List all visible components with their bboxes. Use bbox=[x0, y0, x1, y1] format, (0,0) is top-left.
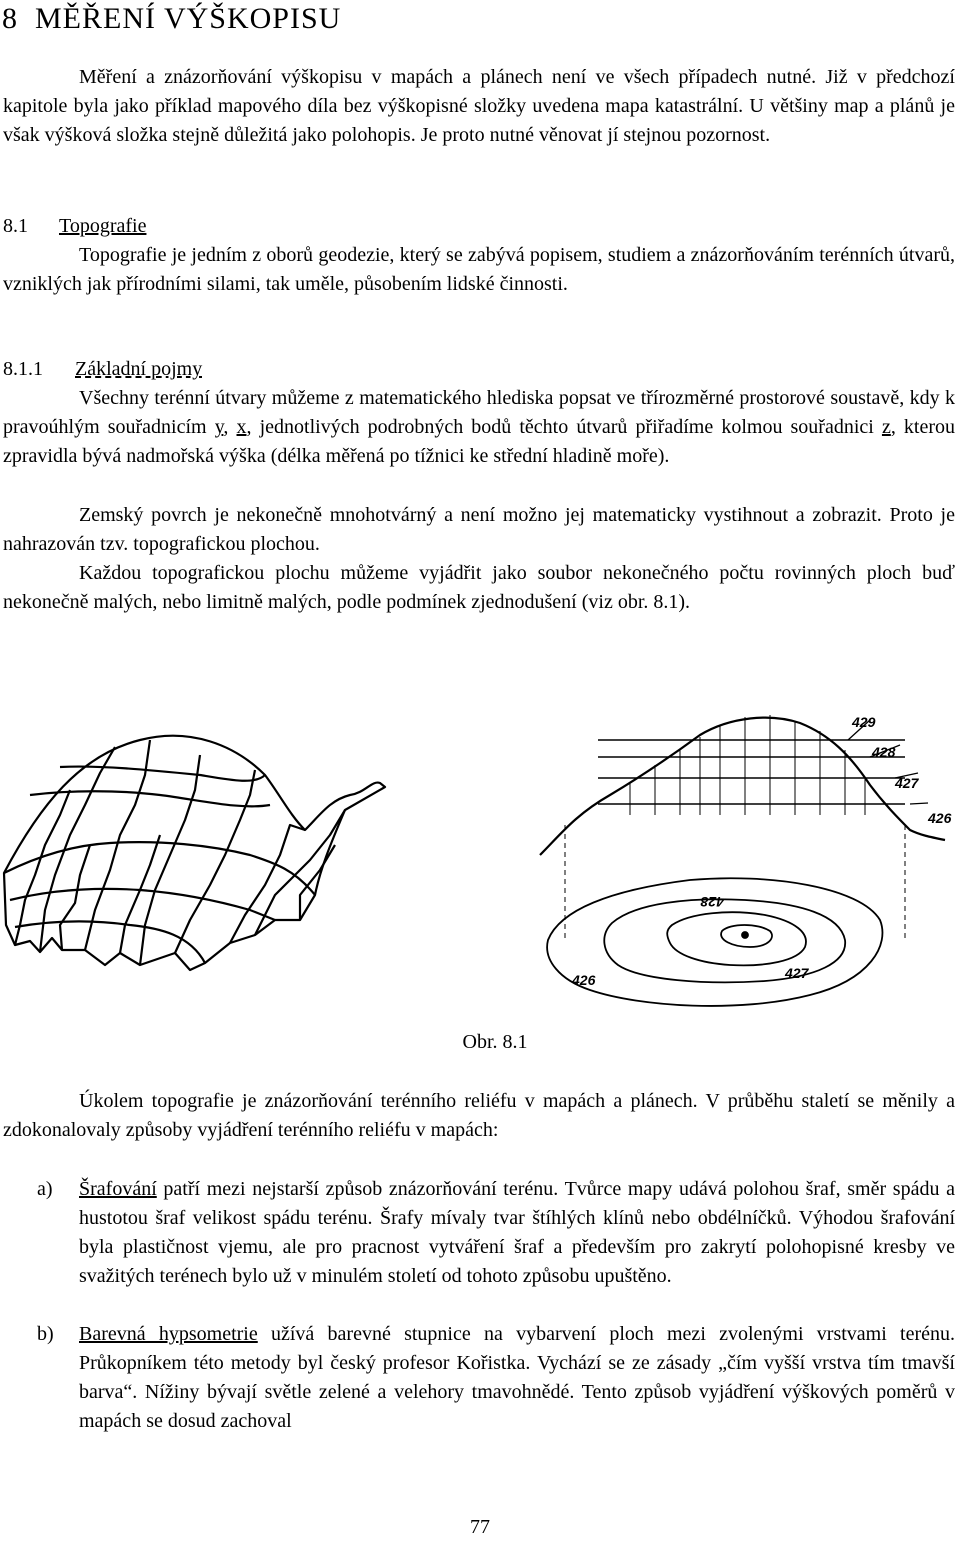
chapter-number: 8 bbox=[2, 2, 18, 35]
list-item-hypsometry bbox=[3, 1320, 955, 1436]
figure-caption: Obr. 8.1 bbox=[462, 1031, 528, 1053]
list-item-body bbox=[79, 1175, 955, 1291]
text-run: , jednotlivých podrobných bodů těchto útvarů přiřadíme kolmou souřadnici bbox=[246, 416, 882, 438]
profile-hatching bbox=[630, 715, 865, 815]
intro-paragraph: Měření a znázorňování výškopisu v mapách a plánech není ve všech případech nutné. Již v předchozí kapitole byla jako příklad mapového díla bez výškopisné složky uvedena mapa katastrální. U většiny map a plánů je však výšková složka stejně důležitá jako polohopis. Je proto nutné věnovat jí stejnou pozornost. bbox=[3, 66, 955, 146]
label-429: 429 bbox=[852, 714, 876, 730]
basic-concepts-paragraph bbox=[3, 384, 955, 471]
list-marker: a) bbox=[37, 1178, 53, 1200]
section-8-1-heading bbox=[3, 212, 146, 241]
contour-428 bbox=[667, 912, 806, 965]
profile-outline bbox=[540, 718, 945, 855]
list-marker: b) bbox=[37, 1323, 54, 1345]
chapter-heading bbox=[2, 2, 341, 36]
list-term: Barevná hypsometrie bbox=[79, 1323, 258, 1345]
label-427: 427 bbox=[895, 775, 919, 791]
text-run: , kterou zpravidla bývá nadmořská výška (délka měřená po tížnici ke střední hladině moře). bbox=[3, 416, 956, 467]
label-426: 426 bbox=[928, 810, 952, 826]
list-term: Šrafování bbox=[79, 1178, 157, 1200]
coordinate-x: x bbox=[236, 416, 247, 438]
coordinate-y: y bbox=[214, 416, 224, 438]
chapter-title: MĚŘENÍ VÝŠKOPISU bbox=[35, 2, 342, 35]
coordinate-z: z bbox=[881, 416, 891, 438]
subsection-title: Základní pojmy bbox=[75, 358, 203, 380]
list-text: patří mezi nejstarší způsob znázorňování terénu. Tvůrce mapy udává polohou šraf, směr spádu a hustotou šraf velikost spádu terénu. Šrafy mívaly tvar štíhlých klínů nebo obdélníčků. Výhodou šrafování byla plastičnost vjemu, ale pro pracnost vytváření šraf a především pro zakrytí polohopisné kresby ve svažitých terénech bylo už v minulém století od tohoto způsobu upuštěno. bbox=[79, 1178, 955, 1287]
text-run: , bbox=[223, 416, 237, 438]
list-item-hatching bbox=[3, 1175, 955, 1291]
level-leader bbox=[910, 803, 928, 804]
list-item-body bbox=[79, 1320, 955, 1436]
section-8-1-1-heading bbox=[3, 355, 202, 384]
label-428: 428 bbox=[872, 744, 896, 760]
figure-8-1 bbox=[0, 695, 960, 1035]
level-labels bbox=[851, 714, 952, 826]
mesh-hill-drawing bbox=[4, 736, 385, 970]
summit-point bbox=[742, 932, 748, 938]
contour-labels bbox=[571, 894, 810, 988]
section-title: Topografie bbox=[59, 215, 147, 237]
list-text: užívá barevné stupnice na vybarvení ploch mezi zvolenými vrstvami terénu. Průkopníkem této metody byl český profesor Kořistka. Vychází se ze zásady „čím vyšší vrstva tím tmavší barva“. Nížiny bývají světle zelené a velehory tmavohnědé. Tento způsob vyjádření výškových poměrů v mapách se dosud zachoval bbox=[79, 1323, 955, 1432]
topography-paragraph: Topografie je jedním z oborů geodezie, který se zabývá popisem, studiem a znázorňováním terénních útvarů, vzniklých jak přírodními silami, tak uměle, působením lidské činnosti. bbox=[3, 244, 955, 295]
earth-surface-paragraph: Zemský povrch je nekonečně mnohotvárný a není možno jej matematicky vystihnout a zobrazit. Proto je nahrazován tzv. topografickou plochou. bbox=[3, 504, 955, 555]
contour-label-427: 427 bbox=[785, 965, 809, 981]
contour-label-428: 428 bbox=[700, 894, 724, 910]
contour-label-426: 426 bbox=[572, 972, 596, 988]
relief-paragraph: Úkolem topografie je znázorňování terénního reliéfu v mapách a plánech. V průběhu staletí se měnily a zdokonalovaly způsoby vyjádření terénního reliéfu v mapách: bbox=[3, 1090, 955, 1141]
section-number: 8.1 bbox=[3, 215, 28, 237]
page-number: 77 bbox=[470, 1516, 490, 1538]
topographic-surface-paragraph: Každou topografickou plochu můžeme vyjádřit jako soubor nekonečného počtu rovinných ploch buď nekonečně malých, nebo limitně malých, podle podmínek zjednodušení (viz obr. 8.1). bbox=[3, 562, 955, 613]
subsection-number: 8.1.1 bbox=[3, 358, 43, 380]
text-run: Všechny terénní útvary můžeme z matematického hlediska popsat ve třírozměrné prostorové soustavě, kdy k pravoúhlým souřadnicím bbox=[3, 387, 955, 438]
